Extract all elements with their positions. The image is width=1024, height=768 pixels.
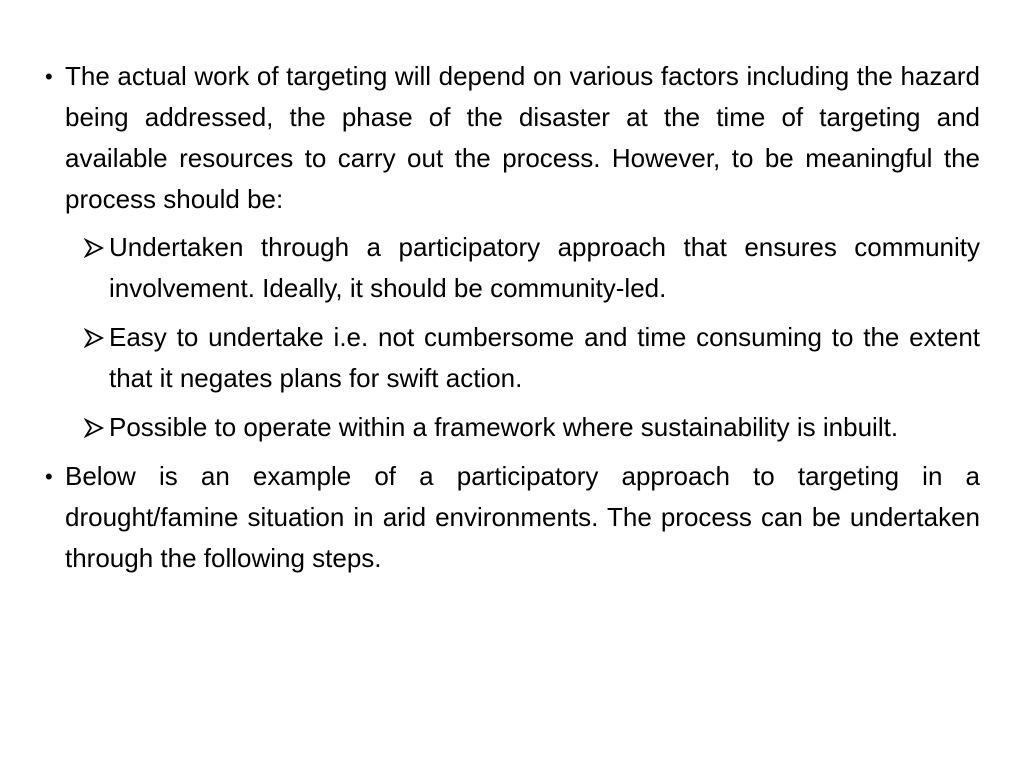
arrowhead-icon [84, 238, 104, 258]
sub-bullet-item [84, 227, 980, 309]
bullet-dot-icon: • [45, 64, 53, 89]
sub-bullet-text: Easy to undertake i.e. not cumbersome and time consuming to the extent that it negates plans for swift action. [109, 322, 980, 393]
bullet-text: Below is an example of a participatory approach to targeting in a drought/famine situation in arid environments. The process can be undertaken through the following steps. [65, 461, 980, 573]
sub-bullet-item [84, 317, 980, 399]
slide-body [40, 56, 980, 579]
sub-bullet-item [84, 407, 980, 448]
arrowhead-icon [84, 328, 104, 348]
bullet-item [40, 456, 980, 579]
bullet-item [40, 56, 980, 220]
bullet-dot-icon: • [45, 464, 53, 489]
bullet-text: The actual work of targeting will depend on various factors including the hazard being addressed, the phase of the disaster at the time of targeting and available resources to carry out the process. However, to be meaningful the process should be: [65, 61, 980, 214]
sub-bullet-text: Undertaken through a participatory approach that ensures community involvement. Ideally, it should be community-led. [109, 232, 980, 303]
sub-bullet-text: Possible to operate within a framework where sustainability is inbuilt. [109, 412, 899, 442]
arrowhead-icon [84, 418, 104, 438]
